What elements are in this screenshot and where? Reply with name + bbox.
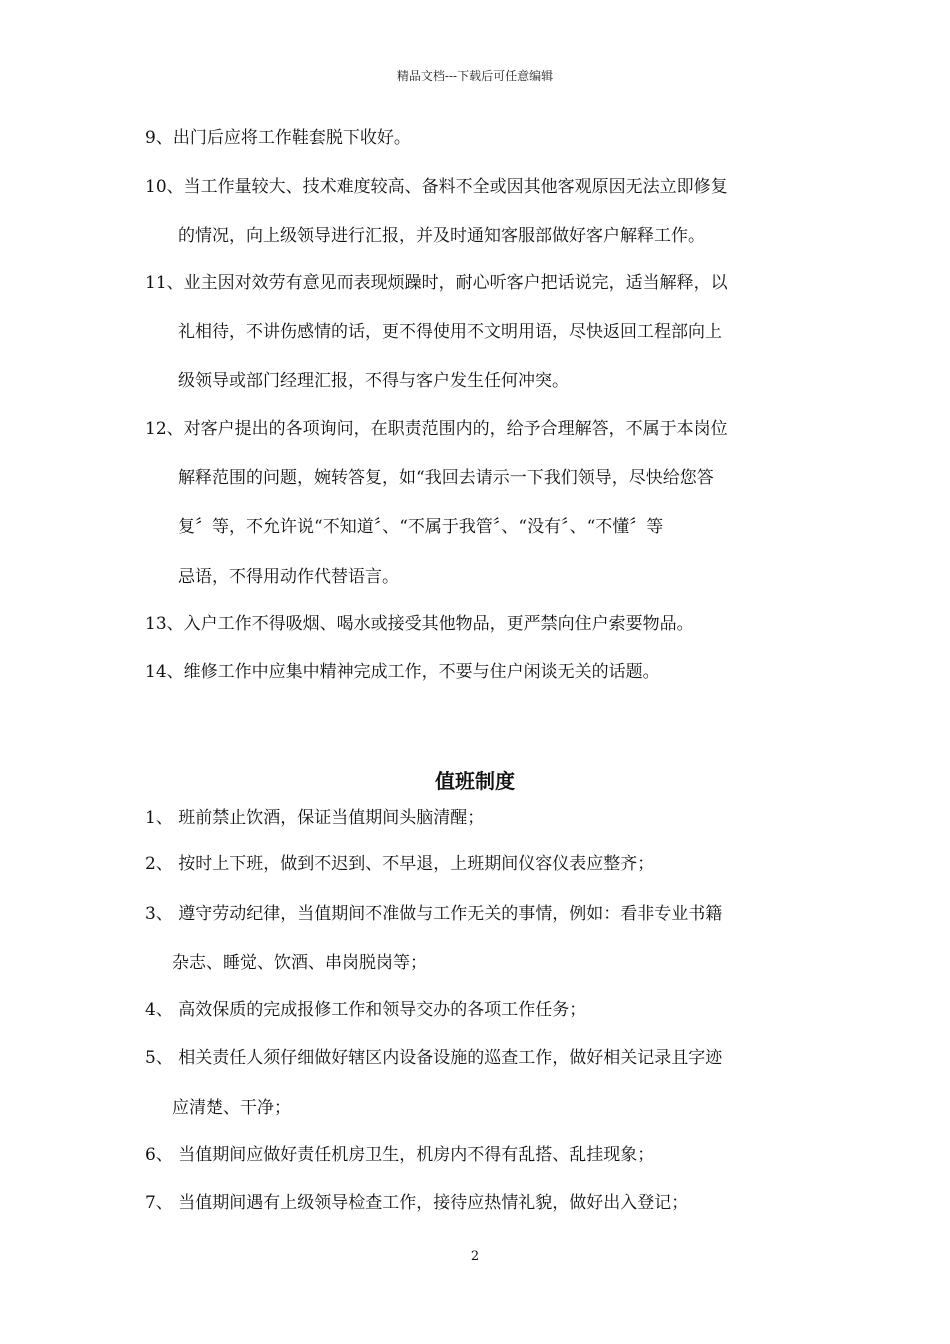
rule-item-10-cont: 的情况，向上级领导进行汇报，并及时通知客服部做好客户解释工作。: [178, 226, 705, 246]
rule-item-12-cont-3: 忌语，不得用动作代替语言。: [178, 567, 399, 587]
page-number: 2: [470, 1249, 480, 1264]
section-title: 值班制度: [435, 769, 515, 793]
page-header: 精品文档---下载后可任意编辑: [396, 69, 554, 83]
shift-rule-1: 1、 班前禁止饮酒，保证当值期间头脑清醒；: [145, 808, 485, 828]
shift-rule-5: 5、 相关责任人须仔细做好辖区内设备设施的巡查工作，做好相关记录且字迹: [145, 1048, 723, 1068]
shift-rule-2: 2、 按时上下班，做到不迟到、不早退，上班期间仪容仪表应整齐；: [145, 854, 655, 874]
rule-item-14: 14、维修工作中应集中精神完成工作，不要与住户闲谈无关的话题。: [145, 662, 660, 682]
shift-rule-4: 4、 高效保质的完成报修工作和领导交办的各项工作任务；: [145, 1000, 587, 1020]
shift-rule-7: 7、 当值期间遇有上级领导检查工作，接待应热情礼貌，做好出入登记；: [145, 1193, 689, 1213]
rule-item-10: 10、当工作量较大、技术难度较高、备料不全或因其他客观原因无法立即修复: [145, 177, 728, 197]
shift-rule-3: 3、 遵守劳动纪律，当值期间不准做与工作无关的事情，例如：看非专业书籍: [145, 904, 723, 924]
shift-rule-3-cont: 杂志、睡觉、饮酒、串岗脱岗等；: [172, 953, 427, 973]
rule-item-12: 12、对客户提出的各项询问，在职责范围内的，给予合理解答，不属于本岗位: [145, 419, 728, 439]
rule-item-11: 11、业主因对效劳有意见而表现烦躁时，耐心听客户把话说完，适当解释，以: [145, 273, 728, 293]
rule-item-12-cont-2: 复〞等，不允许说“不知道〞、“不属于我管〞、“没有〞、“不懂〞等: [178, 517, 664, 537]
rule-item-13: 13、入户工作不得吸烟、喝水或接受其他物品，更严禁向住户索要物品。: [145, 614, 694, 634]
rule-item-11-cont-2: 级领导或部门经理汇报，不得与客户发生任何冲突。: [178, 371, 569, 391]
rule-item-11-cont-1: 礼相待，不讲伤感情的话，更不得使用不文明用语，尽快返回工程部向上: [178, 322, 722, 342]
shift-rule-5-cont: 应清楚、干净；: [172, 1098, 291, 1118]
rule-item-12-cont-1: 解释范围的问题，婉转答复，如“我回去请示一下我们领导，尽快给您答: [178, 468, 714, 488]
rule-item-9: 9、出门后应将工作鞋套脱下收好。: [145, 128, 411, 148]
shift-rule-6: 6、 当值期间应做好责任机房卫生，机房内不得有乱搭、乱挂现象；: [145, 1145, 655, 1165]
